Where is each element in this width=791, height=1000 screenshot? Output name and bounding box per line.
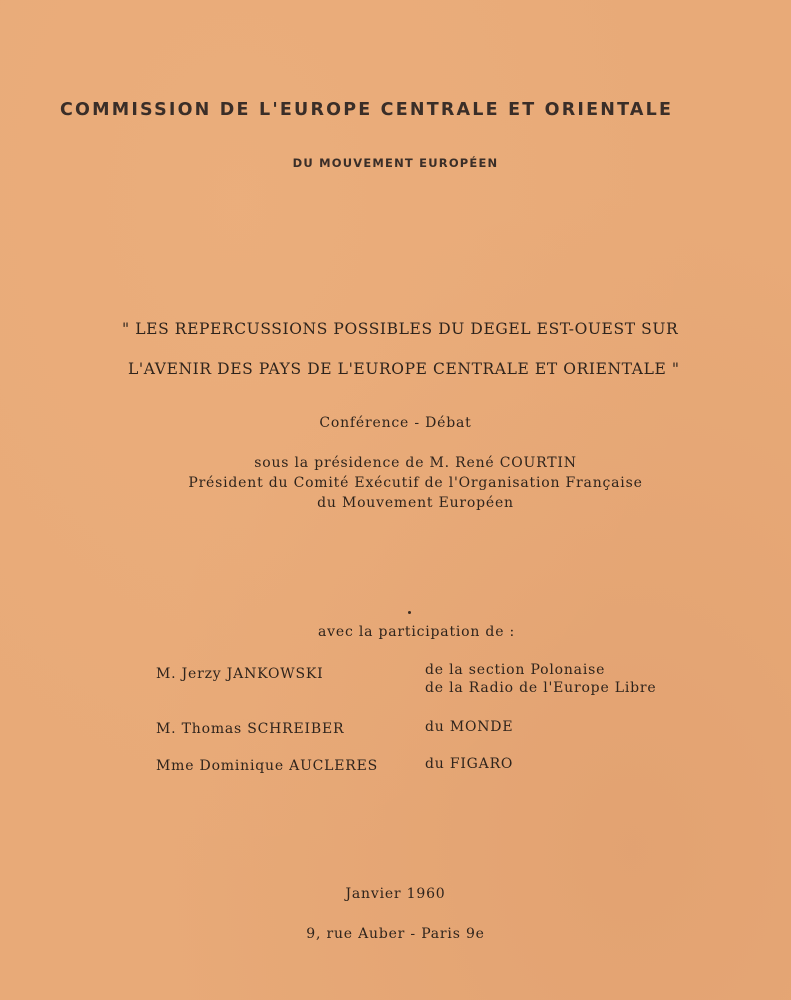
publication-date: Janvier 1960	[345, 886, 446, 902]
president-role-line-1: Président du Comité Exécutif de l'Organisation Française	[188, 475, 643, 491]
participant-name-2: M. Thomas SCHREIBER	[156, 721, 345, 737]
participant-affiliation-3: du FIGARO	[425, 756, 514, 772]
conference-title-line-1: " LES REPERCUSSIONS POSSIBLES DU DEGEL EST-OUEST SUR	[122, 320, 679, 338]
participant-affiliation-1a: de la section Polonaise	[425, 662, 606, 678]
participation-intro: avec la participation de :	[318, 624, 516, 640]
event-type: Conférence - Débat	[319, 415, 472, 431]
participant-affiliation-1b: de la Radio de l'Europe Libre	[425, 680, 657, 696]
participant-affiliation-2: du MONDE	[425, 719, 514, 735]
president-role-line-2: du Mouvement Européen	[317, 495, 514, 511]
participant-name-1: M. Jerzy JANKOWSKI	[156, 666, 324, 682]
presidence-line: sous la présidence de M. René COURTIN	[254, 455, 577, 471]
ink-dot	[408, 611, 411, 614]
commission-title: COMMISSION DE L'EUROPE CENTRALE ET ORIENTALE	[60, 100, 674, 120]
conference-title-line-2: L'AVENIR DES PAYS DE L'EUROPE CENTRALE ET ORIENTALE "	[128, 360, 680, 378]
address: 9, rue Auber - Paris 9e	[306, 926, 485, 942]
commission-subtitle: DU MOUVEMENT EUROPÉEN	[292, 156, 499, 170]
participant-name-3: Mme Dominique AUCLERES	[156, 758, 379, 774]
